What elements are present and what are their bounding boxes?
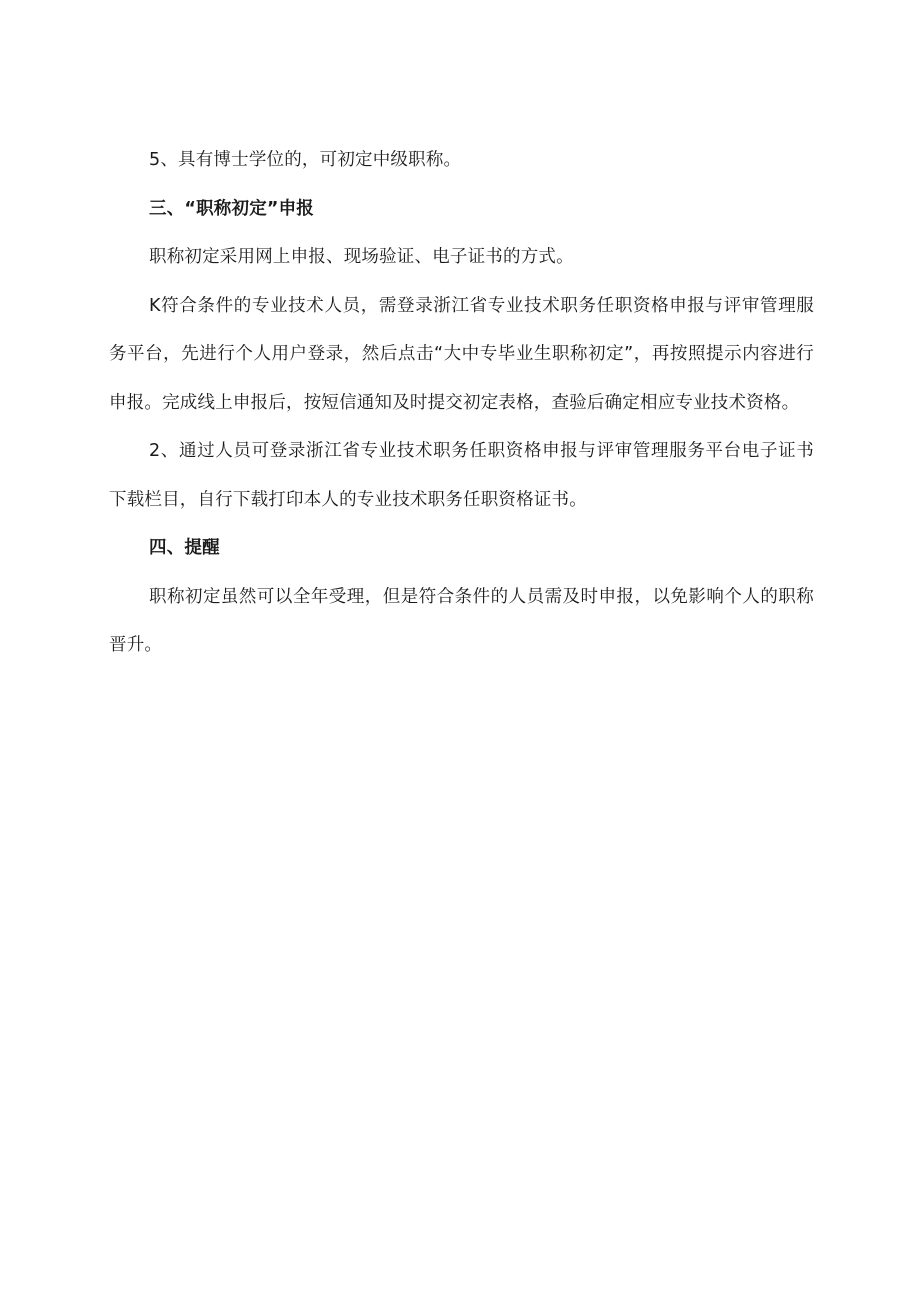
paragraph-method: 职称初定采用网上申报、现场验证、电子证书的方式。	[149, 247, 574, 267]
paragraph-item-5: 5、具有博士学位的，可初定中级职称。	[149, 150, 462, 170]
paragraph-item-1: K符合条件的专业技术人员，需登录浙江省专业技术职务任职资格申报与评审管理服务平台，先进行个人用户登录，然后点击“大中专毕业生职称初定”，再按照提示内容进行申报。完成线上申报后，按短信通知及时提交初定表格，查验后确定相应专业技术资格。	[109, 295, 814, 413]
paragraph-item-2: 2、通过人员可登录浙江省专业技术职务任职资格申报与评审管理服务平台电子证书下载栏目，自行下载打印本人的专业技术职务任职资格证书。	[109, 441, 814, 510]
document-body	[109, 136, 814, 670]
paragraph-reminder: 职称初定虽然可以全年受理，但是符合条件的人员需及时申报，以免影响个人的职称晋升。	[109, 586, 814, 655]
section-heading-4: 四、提醒	[149, 538, 220, 558]
section-heading-3: 三、“职称初定”申报	[149, 198, 315, 219]
